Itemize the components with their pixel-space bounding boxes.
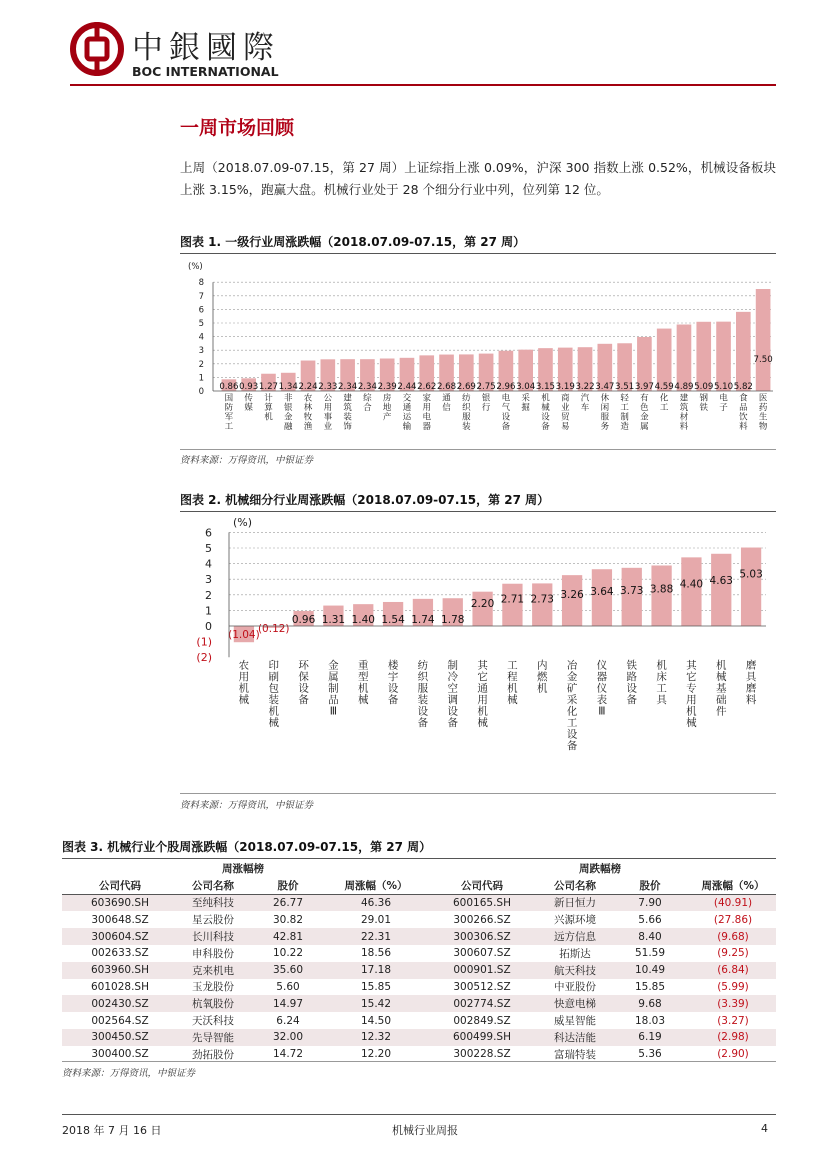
figure3-source: 资料来源：万得资讯，中银证券 [62, 1068, 196, 1079]
chart2-y-tick: 3 [205, 573, 212, 587]
chart1-category-label: 化工 [659, 393, 669, 413]
footer-divider [62, 1114, 776, 1115]
figure2-source: 资料来源：万得资讯，中银证券 [180, 800, 314, 811]
column-header: 周涨幅（%） [690, 877, 776, 894]
chart1-category-label: 公用事业 [323, 393, 333, 432]
table-cell: (9.68) [690, 928, 776, 945]
table-cell: 玉龙股份 [192, 981, 234, 994]
table-cell: 002849.SZ [453, 1014, 511, 1027]
column-header: 公司名称 [540, 877, 610, 894]
chart2-data-label: 1.31 [321, 614, 346, 626]
table-row [62, 1029, 776, 1046]
table-cell: (2.98) [690, 1029, 776, 1046]
figure1-top-rule [180, 253, 776, 254]
chart1-data-label: 5.10 [713, 382, 734, 392]
table-cell: 15.85 [634, 980, 666, 993]
chart2-y-unit: (%) [233, 516, 253, 529]
chart2-category-label: 印刷包装机械 [268, 659, 279, 729]
chart2-data-label: 3.64 [590, 585, 614, 598]
table-cell: 300607.SZ [453, 947, 511, 960]
table-cell: 300512.SZ [453, 980, 511, 993]
table-cell: 杭氧股份 [178, 995, 248, 1012]
chart1-data-label: 3.04 [516, 382, 536, 392]
chart1-data-label: 4.59 [654, 382, 674, 392]
chart1-data-label: 1.27 [258, 382, 279, 392]
chart2-y-tick: (2) [196, 651, 212, 665]
chart1-data-label: 1.34 [278, 382, 298, 392]
chart1-category-label: 农林牧渔 [303, 393, 313, 432]
figure1-bottom-rule [180, 449, 776, 450]
chart2-y-tick: 6 [205, 526, 212, 540]
table-cell: 002774.SZ [424, 995, 540, 1012]
table-cell: 新日恒力 [540, 894, 610, 911]
table-cell: 星云股份 [192, 914, 234, 927]
table-cell: 5.36 [638, 1048, 662, 1061]
column-header: 公司代码 [62, 877, 178, 894]
figure3-title: 图表 3. 机械行业个股周涨跌幅（2018.07.09-07.15，第 27 周） [62, 840, 432, 854]
table-cell: 30.82 [272, 913, 304, 926]
chart2-bar [679, 557, 704, 626]
table-cell: 300648.SZ [91, 913, 149, 926]
chart1-data-label: 2.24 [298, 382, 318, 392]
chart1-bar [694, 322, 714, 392]
chart2-category-label: 楼宇设备 [387, 659, 399, 706]
chart2-data-label: 2.20 [470, 598, 495, 611]
chart2-bar [649, 565, 674, 626]
table-cell: 22.31 [328, 928, 424, 945]
chart1-data-label: 0.93 [239, 382, 259, 392]
table-cell: 603690.SH [62, 894, 178, 911]
chart1-category-label: 纺织服装 [462, 393, 471, 432]
table-cell: 300266.SZ [453, 913, 511, 926]
table-cell: 航天科技 [540, 962, 610, 979]
chart1-y-tick: 0 [198, 387, 204, 397]
table-cell: (2.90) [717, 1048, 749, 1061]
table-cell: 12.20 [360, 1048, 392, 1061]
table-cell: 9.68 [610, 995, 690, 1012]
table-row [62, 962, 776, 979]
chart1-data-label: 3.51 [615, 382, 635, 392]
chart1-data-label: 5.09 [694, 382, 714, 392]
chart1-data-label: 2.96 [496, 382, 516, 392]
figure2-chart [180, 513, 776, 790]
intro-paragraph: 上周（2018.07.09-07.15，第 27 周）上证综指上涨 0.09%，沪深 300 指数上涨 0.52%，机械设备板块上涨 3.15%，跑赢大盘。机械行业处于 28 个细分行业中列，位列第 12 位。 [180, 160, 776, 197]
table-cell: 长川科技 [178, 928, 248, 945]
gainers-header: 周涨幅榜 [62, 860, 424, 877]
table-cell: 远方信息 [540, 928, 610, 945]
chart2-data-label: 1.78 [441, 614, 465, 626]
table-cell: 先导智能 [178, 1029, 248, 1046]
table-cell: 6.24 [276, 1014, 300, 1027]
table-cell: 300228.SZ [453, 1048, 511, 1061]
chart2-category-label: 冶金矿采化工设备 [566, 659, 578, 752]
table-cell: (3.27) [717, 1014, 749, 1027]
chart2-y-tick: 1 [205, 604, 212, 618]
table-cell: 8.40 [610, 928, 690, 945]
chart1-data-label: 3.15 [535, 382, 556, 392]
chart1-y-tick: 5 [198, 319, 204, 329]
chart2-category-label: 其它通用机械 [477, 659, 488, 729]
chart1-data-label: 3.19 [555, 382, 575, 392]
chart1-category-label: 银行 [481, 393, 491, 413]
table-cell: 600499.SH [424, 1029, 540, 1046]
table-cell: 300400.SZ [91, 1048, 149, 1061]
table-cell: 002633.SZ [91, 947, 149, 960]
chart2-y-tick: 2 [205, 588, 212, 602]
chart2-category-label: 重型机械 [358, 659, 369, 706]
chart1-bar [753, 289, 773, 391]
table-cell: 科达洁能 [540, 1029, 610, 1046]
stock-performance-table [62, 860, 776, 1063]
header-divider [70, 84, 776, 86]
chart1-category-label: 建筑材料 [679, 393, 689, 432]
chart1-category-label: 钢铁 [699, 393, 709, 413]
chart1-category-label: 采掘 [521, 393, 530, 413]
table-cell: 300306.SZ [424, 928, 540, 945]
table-cell: 中亚股份 [554, 981, 596, 994]
chart1-data-label: 2.34 [338, 382, 358, 392]
figure1-chart [180, 256, 776, 448]
chart2-data-label: 1.40 [351, 614, 375, 626]
chart1-category-label: 电子 [719, 393, 728, 413]
table-cell: (6.84) [690, 962, 776, 979]
table-cell: 601028.SH [91, 980, 149, 993]
column-header: 公司名称 [178, 877, 248, 894]
chart2-y-tick: 4 [205, 557, 212, 571]
figure3-top-rule [62, 858, 776, 859]
chart1-y-tick: 1 [198, 373, 204, 384]
table-cell: 46.36 [328, 894, 424, 911]
table-cell: 42.81 [248, 928, 328, 945]
chart1-category-label: 有色金属 [640, 393, 649, 432]
table-cell: 克来机电 [178, 962, 248, 979]
chart2-data-label: 2.71 [500, 593, 525, 606]
chart1-data-label: 3.47 [595, 382, 615, 392]
table-cell: 快意电梯 [540, 995, 610, 1012]
table-cell: 32.00 [248, 1029, 328, 1046]
table-cell: 15.42 [328, 995, 424, 1012]
chart1-category-label: 电气设备 [501, 393, 511, 432]
chart2-data-label: 3.88 [649, 583, 674, 596]
chart1-data-label: 2.39 [377, 382, 397, 392]
chart2-data-label: 3.26 [560, 589, 584, 602]
chart1-data-label: 2.75 [476, 382, 496, 392]
chart1-y-tick: 3 [198, 346, 204, 357]
table-row [62, 928, 776, 945]
table-cell: 10.22 [272, 947, 304, 960]
chart1-y-tick: 2 [198, 359, 204, 370]
chart2-category-label: 机械基础件 [716, 659, 727, 718]
table-cell: 6.19 [610, 1029, 690, 1046]
chart1-category-label: 通信 [442, 393, 451, 413]
chart2-category-label: 内燃机 [537, 659, 548, 695]
chart1-category-label: 商业贸易 [560, 393, 570, 432]
table-cell: 300450.SZ [62, 1029, 178, 1046]
table-cell: 17.18 [328, 962, 424, 979]
chart2-category-label: 机床工具 [656, 659, 667, 706]
column-header: 公司代码 [424, 877, 540, 894]
chart1-category-label: 食品饮料 [739, 393, 748, 432]
column-header: 股价 [248, 877, 328, 894]
chart2-category-label: 其它专用机械 [686, 659, 697, 729]
chart2-data-label: 4.63 [709, 574, 733, 587]
boc-logo-icon [70, 22, 124, 76]
chart1-category-label: 机械设备 [541, 393, 550, 432]
chart1-data-label: 2.44 [397, 382, 417, 392]
table-cell: 申科股份 [192, 947, 234, 960]
chart1-y-unit: (%) [188, 262, 203, 272]
table-cell: 14.97 [248, 995, 328, 1012]
table-cell: 7.90 [610, 894, 690, 911]
footer-report-name: 机械行业周报 [392, 1124, 458, 1137]
chart2-category-label: 农用机械 [238, 659, 250, 706]
table-row [62, 894, 776, 911]
table-cell: 5.60 [276, 980, 300, 993]
chart2-data-label: 5.03 [739, 568, 763, 581]
chart2-category-label: 环保设备 [298, 659, 309, 706]
table-row [62, 979, 776, 996]
table-cell: 富瑞特装 [554, 1048, 596, 1061]
chart1-data-label: 0.86 [219, 382, 239, 392]
chart1-bar [713, 322, 734, 392]
chart1-data-label: 2.62 [417, 382, 437, 392]
table-cell: 14.72 [272, 1048, 304, 1061]
chart2-data-label: 0.96 [291, 614, 316, 626]
chart1-category-label: 计算机 [264, 393, 273, 423]
table-row [62, 995, 776, 1012]
table-cell: 300604.SZ [62, 928, 178, 945]
chart2-data-label: (1.04) [228, 629, 260, 641]
chart2-data-label: 4.40 [679, 578, 704, 591]
losers-header: 周跌幅榜 [424, 860, 776, 877]
chart2-bar [711, 554, 731, 626]
table-row [62, 911, 776, 928]
table-cell: (40.91) [690, 894, 776, 911]
table-cell: 10.49 [610, 962, 690, 979]
table-row [62, 1012, 776, 1029]
table-cell: 兴源环境 [554, 914, 596, 927]
chart1-bar [733, 312, 753, 392]
table-cell: 29.01 [360, 913, 392, 926]
chart1-category-label: 家用电器 [422, 393, 432, 432]
table-cell: 至纯科技 [178, 894, 248, 911]
chart2-y-tick: (1) [196, 635, 212, 649]
figure3-bottom-rule [62, 1061, 776, 1062]
page-number: 4 [761, 1122, 768, 1135]
table-cell: 天沃科技 [192, 1015, 234, 1028]
table-cell: 600165.SH [424, 894, 540, 911]
chart1-y-tick: 8 [198, 278, 204, 289]
table-cell: (3.39) [690, 995, 776, 1012]
figure2-title: 图表 2. 机械细分行业周涨跌幅（2018.07.09-07.15，第 27 周） [180, 493, 550, 507]
chart1-data-label: 5.82 [733, 382, 753, 392]
chart1-data-label: 7.50 [753, 355, 773, 366]
table-cell: 51.59 [634, 947, 666, 960]
chart1-category-label: 医药生物 [758, 393, 768, 432]
table-cell: (9.25) [717, 947, 749, 960]
table-cell: 26.77 [248, 894, 328, 911]
chart2-category-label: 金属制品 Ⅲ [328, 659, 339, 718]
table-cell: 18.56 [360, 947, 392, 960]
chart2-data-label: 1.74 [411, 614, 435, 626]
table-cell: 603960.SH [62, 962, 178, 979]
chart1-category-label: 建筑装饰 [343, 393, 352, 432]
chart1-category-label: 综合 [363, 393, 372, 413]
chart1-category-label: 国防军工 [224, 393, 234, 432]
figure2-bottom-rule [180, 793, 776, 794]
column-header: 股价 [610, 877, 690, 894]
table-cell: 12.32 [328, 1029, 424, 1046]
section-title: 一周市场回顾 [180, 117, 295, 139]
column-header: 周涨幅（%） [328, 877, 424, 894]
brand-name-chinese: 中銀國際 [132, 30, 280, 66]
chart1-category-label: 传媒 [244, 393, 253, 413]
figure2-top-rule [180, 511, 776, 512]
table-cell: 002430.SZ [62, 995, 178, 1012]
table-cell: 劲拓股份 [192, 1048, 234, 1061]
chart2-data-label: (0.12) [257, 623, 290, 635]
footer-date: 2018 年 7 月 16 日 [62, 1124, 162, 1137]
column-header-row [62, 877, 776, 894]
chart1-category-label: 轻工制造 [620, 393, 629, 432]
figure1-source: 资料来源：万得资讯，中银证券 [180, 455, 314, 466]
chart1-category-label: 房地产 [382, 393, 392, 423]
chart1-data-label: 2.34 [357, 382, 377, 392]
figure1-title: 图表 1. 一级行业周涨跌幅（2018.07.09-07.15，第 27 周） [180, 235, 526, 249]
chart1-data-label: 2.33 [318, 382, 338, 392]
chart1-y-tick: 4 [198, 332, 204, 343]
chart1-y-tick: 6 [198, 305, 204, 316]
table-cell: 15.85 [360, 980, 392, 993]
chart2-data-label: 2.73 [530, 593, 554, 606]
chart1-category-label: 汽车 [580, 393, 590, 413]
chart1-data-label: 3.22 [575, 382, 595, 392]
brand-name-english: BOC INTERNATIONAL [132, 64, 279, 79]
table-cell: 18.03 [634, 1014, 666, 1027]
table-cell: (5.99) [717, 980, 749, 993]
chart1-data-label: 3.97 [634, 382, 654, 392]
table-cell: 5.66 [638, 913, 662, 926]
chart1-category-label: 非银金融 [283, 393, 293, 432]
table-cell: 000901.SZ [424, 962, 540, 979]
chart2-category-label: 铁路设备 [626, 659, 637, 706]
chart2-y-tick: 0 [205, 620, 212, 633]
table-cell: 拓斯达 [559, 947, 591, 960]
chart1-data-label: 4.89 [674, 382, 694, 392]
table-cell: 35.60 [248, 962, 328, 979]
chart2-data-label: 1.54 [381, 614, 405, 626]
chart1-y-tick: 7 [198, 291, 204, 302]
table-cell: 14.50 [360, 1014, 392, 1027]
chart2-category-label: 工程机械 [507, 659, 518, 706]
chart2-category-label: 仪器仪表 Ⅲ [596, 659, 608, 718]
chart2-category-label: 纺织服装设备 [417, 659, 429, 729]
table-cell: 威星智能 [554, 1015, 596, 1028]
chart1-data-label: 2.68 [436, 382, 457, 392]
table-row [62, 945, 776, 962]
table-cell: 002564.SZ [91, 1014, 149, 1027]
chart2-bar [741, 548, 761, 626]
chart2-category-label: 制冷空调设备 [447, 659, 458, 729]
table-cell: (27.86) [713, 913, 753, 926]
chart1-category-label: 休闲服务 [600, 393, 610, 432]
chart2-data-label: 3.73 [620, 584, 644, 597]
chart2-y-tick: 5 [205, 542, 212, 555]
chart2-category-label: 磨具磨料 [745, 659, 757, 706]
chart1-data-label: 2.69 [456, 382, 476, 392]
chart1-category-label: 交通运输 [402, 393, 412, 432]
